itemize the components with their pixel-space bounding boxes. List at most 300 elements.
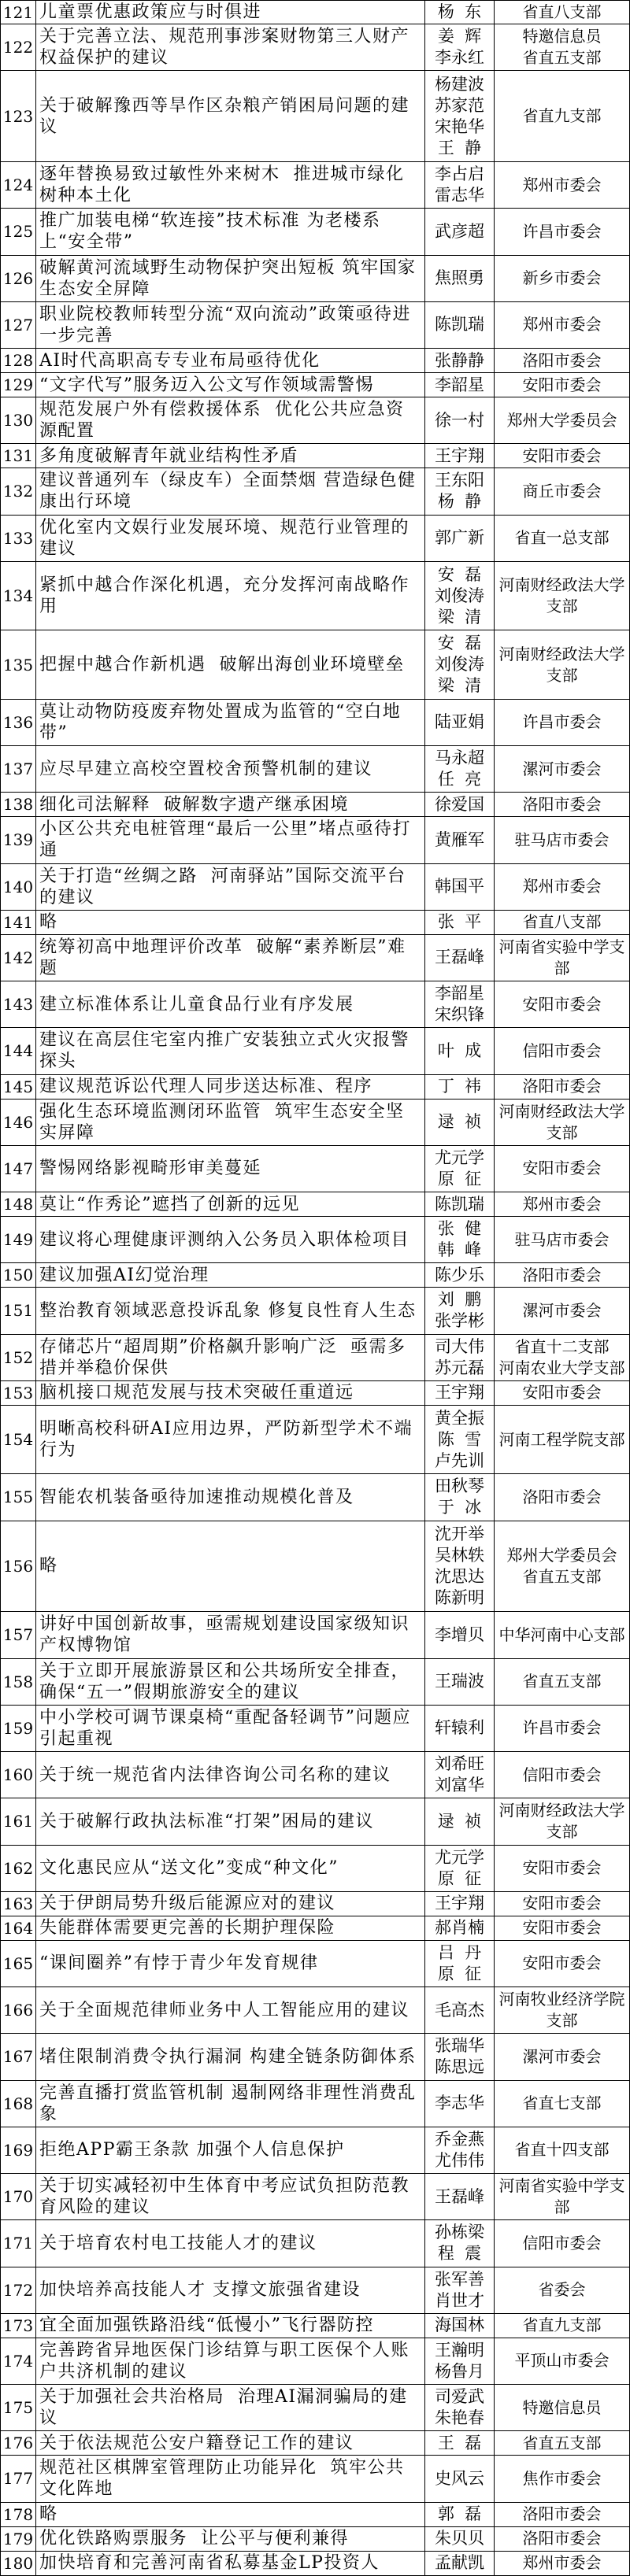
- proposal-title-cell: [36, 2503, 425, 2526]
- proposer-cell: [425, 1192, 495, 1216]
- proposal-title-cell: [36, 1335, 425, 1380]
- unit-cell: [495, 1335, 630, 1380]
- unit-name: 河南牧业经济学院支部: [498, 1990, 625, 2031]
- proposer-cell: [425, 71, 495, 161]
- table-row: [0, 0, 630, 24]
- unit-name: 信阳市委会: [522, 2233, 602, 2253]
- row-number: 165: [0, 1941, 36, 1987]
- proposer-cell: [425, 1335, 495, 1380]
- unit-cell: [495, 1892, 630, 1916]
- proposer-name: 王 静: [437, 138, 482, 157]
- table-row: [0, 2503, 630, 2527]
- proposer-name: 肖世才: [435, 2290, 484, 2310]
- row-number: 156: [0, 1521, 36, 1612]
- proposal-title: 关于统一规范省内法律咨询公司名称的建议: [39, 1765, 391, 1785]
- proposal-title: 紧抓中越合作深化机遇，充分发挥河南战略作用: [39, 575, 410, 616]
- unit-name: 省直八支部: [522, 912, 602, 932]
- table-row: [0, 2267, 630, 2314]
- unit-cell: [495, 2431, 630, 2455]
- unit-name: 许昌市委会: [522, 712, 602, 732]
- unit-cell: [495, 1100, 630, 1145]
- unit-name: 焦作市委会: [522, 2468, 602, 2488]
- proposer-cell: [425, 864, 495, 910]
- proposer-cell: [425, 2220, 495, 2266]
- proposer-cell: [425, 2456, 495, 2501]
- proposer-cell: [425, 562, 495, 630]
- proposer-cell: [425, 302, 495, 348]
- proposal-title-cell: [36, 1892, 425, 1916]
- proposal-title-cell: [36, 209, 425, 254]
- unit-name: 驻马店市委会: [514, 830, 610, 849]
- row-number: 164: [0, 1916, 36, 1940]
- unit-name: 信阳市委会: [522, 1765, 602, 1784]
- unit-name: 河南财经政法大学支部: [498, 1101, 625, 1142]
- unit-name: 安阳市委会: [522, 1894, 602, 1913]
- unit-name: 商丘市委会: [522, 481, 602, 501]
- proposer-name: 尤元学: [435, 1847, 484, 1867]
- proposer-name: 王 磊: [437, 2433, 482, 2452]
- proposal-title: 完善直播打赏监管机制 遏制网络非理性消费乱象: [39, 2083, 417, 2124]
- proposer-name: 原 征: [437, 1964, 482, 1983]
- table-row: [0, 256, 630, 302]
- proposer-cell: [425, 1941, 495, 1987]
- proposer-name: 陈思远: [435, 2057, 484, 2077]
- proposer-name: 陈凯瑞: [435, 315, 484, 334]
- proposer-name: 李永红: [435, 48, 484, 68]
- unit-cell: [495, 2267, 630, 2313]
- unit-name: 驻马店市委会: [514, 1229, 610, 1249]
- proposal-title: 建议普通列车（绿皮车）全面禁烟 营造绿色健康出行环境: [39, 471, 417, 512]
- unit-name: 郑州市委会: [522, 315, 602, 334]
- unit-name: 郑州大学委员会: [506, 410, 617, 430]
- proposal-title: 智能农机装备亟待加速推动规模化普及: [39, 1487, 354, 1507]
- proposer-cell: [425, 981, 495, 1027]
- proposer-cell: [425, 1381, 495, 1405]
- proposal-title: 拒绝APP霸王条款 加强个人信息保护: [39, 2140, 345, 2160]
- proposal-title-cell: [36, 1146, 425, 1192]
- proposal-title: 强化生态环境监测闭环监管 筑牢生态安全坚实屏障: [39, 1101, 405, 1143]
- proposer-name: 逯 祯: [437, 1112, 482, 1132]
- row-number: 131: [0, 444, 36, 468]
- unit-cell: [495, 1846, 630, 1891]
- proposal-title-cell: [36, 24, 425, 70]
- proposer-name: 张瑞华: [435, 2036, 484, 2056]
- table-row: [0, 1192, 630, 1217]
- proposer-cell: [425, 1263, 495, 1287]
- proposal-title-cell: [36, 302, 425, 348]
- unit-cell: [495, 2314, 630, 2338]
- proposal-title-cell: [36, 562, 425, 630]
- proposer-cell: [425, 793, 495, 816]
- unit-name: 省直十四支部: [514, 2140, 610, 2160]
- proposal-title-cell: [36, 373, 425, 397]
- unit-cell: [495, 935, 630, 981]
- proposer-name: 王宇翔: [435, 1894, 484, 1913]
- proposer-name: 杨 东: [437, 2, 482, 21]
- proposer-name: 徐一村: [435, 410, 484, 430]
- table-row: [0, 2034, 630, 2080]
- row-number: 121: [0, 1, 36, 24]
- unit-name: 省直五支部: [522, 1566, 602, 1586]
- proposer-name: 梁 清: [437, 607, 482, 626]
- row-number: 135: [0, 630, 36, 699]
- row-number: 159: [0, 1706, 36, 1751]
- proposer-name: 卢先训: [435, 1451, 484, 1470]
- proposer-cell: [425, 2552, 495, 2575]
- proposal-title-cell: [36, 1521, 425, 1612]
- table-row: [0, 302, 630, 349]
- unit-cell: [495, 256, 630, 301]
- proposer-name: 郭 磊: [437, 2504, 482, 2523]
- proposal-title-cell: [36, 1612, 425, 1658]
- proposal-title-cell: [36, 2431, 425, 2455]
- proposal-title: 建立标准体系让儿童食品行业有序发展: [39, 994, 354, 1015]
- proposer-name: 王东阳: [435, 471, 484, 490]
- unit-name: 郑州市委会: [522, 2553, 602, 2572]
- proposal-title: 莫让动物防疫废弃物处置成为监管的“空白地带”: [39, 701, 402, 743]
- row-number: 155: [0, 1474, 36, 1520]
- unit-cell: [495, 1192, 630, 1216]
- proposal-title: 优化铁路购票服务 让公平与便利兼得: [39, 2529, 349, 2548]
- row-number: 166: [0, 1987, 36, 2033]
- table-row: [0, 1892, 630, 1916]
- proposer-cell: [425, 1028, 495, 1074]
- row-number: 145: [0, 1075, 36, 1099]
- row-number: 139: [0, 817, 36, 863]
- proposer-name: 王宇翔: [435, 1383, 484, 1403]
- proposer-name: 吕 丹: [437, 1942, 482, 1962]
- proposal-title-cell: [36, 2220, 425, 2266]
- unit-name: 安阳市委会: [522, 445, 602, 465]
- proposer-name: 姜 辉: [437, 27, 482, 46]
- unit-name: 洛阳市委会: [522, 1487, 602, 1506]
- proposal-title-cell: [36, 2552, 425, 2575]
- proposal-title: 关于切实减轻初中生体育中考应试负担防范教育风险的建议: [39, 2176, 410, 2218]
- proposer-cell: [425, 1217, 495, 1262]
- proposal-title-cell: [36, 397, 425, 443]
- proposer-cell: [425, 1659, 495, 1705]
- proposer-name: 杨 静: [437, 492, 482, 512]
- table-row: [0, 1846, 630, 1892]
- proposer-name: 陈 雪: [437, 1429, 482, 1449]
- proposer-name: 焦照勇: [435, 268, 484, 288]
- unit-cell: [495, 397, 630, 443]
- proposer-cell: [425, 516, 495, 561]
- proposal-title-cell: [36, 2338, 425, 2384]
- proposal-title-cell: [36, 746, 425, 792]
- proposal-title-cell: [36, 1706, 425, 1751]
- proposal-title-cell: [36, 1192, 425, 1216]
- proposal-title: 关于伊朗局势升级后能源应对的建议: [39, 1894, 336, 1914]
- proposal-title: 略: [39, 1556, 58, 1576]
- unit-cell: [495, 24, 630, 70]
- proposal-title: 建议将心理健康评测纳入公务员入职体检项目: [39, 1229, 410, 1250]
- proposer-cell: [425, 468, 495, 514]
- row-number: 125: [0, 209, 36, 254]
- proposer-cell: [425, 162, 495, 208]
- row-number: 174: [0, 2338, 36, 2384]
- unit-cell: [495, 302, 630, 348]
- proposer-name: 郭广新: [435, 528, 484, 548]
- row-number: 143: [0, 981, 36, 1027]
- unit-name: 省直九支部: [522, 2315, 602, 2335]
- proposal-title-cell: [36, 2127, 425, 2173]
- proposer-name: 苏元磊: [435, 1358, 484, 1377]
- row-number: 137: [0, 746, 36, 792]
- proposal-title-cell: [36, 1752, 425, 1798]
- proposer-name: 雷志华: [435, 186, 484, 205]
- unit-name: 安阳市委会: [522, 375, 602, 394]
- proposal-title-cell: [36, 1846, 425, 1891]
- table-row: [0, 2127, 630, 2174]
- proposer-cell: [425, 256, 495, 301]
- unit-name: 漯河市委会: [522, 759, 602, 778]
- proposer-name: 朱艳春: [435, 2408, 484, 2428]
- proposer-name: 梁 清: [437, 676, 482, 695]
- unit-cell: [495, 1916, 630, 1940]
- proposer-name: 黄全振: [435, 1408, 484, 1428]
- proposal-title: 多角度破解青年就业结构性矛盾: [39, 445, 299, 466]
- proposal-title-cell: [36, 1941, 425, 1987]
- proposer-cell: [425, 700, 495, 745]
- table-row: [0, 1798, 630, 1845]
- table-row: [0, 864, 630, 911]
- proposal-title-cell: [36, 2456, 425, 2501]
- unit-cell: [495, 2527, 630, 2551]
- proposal-title-cell: [36, 2385, 425, 2430]
- proposal-title-cell: [36, 2527, 425, 2551]
- proposal-title-cell: [36, 1381, 425, 1405]
- row-number: 160: [0, 1752, 36, 1798]
- row-number: 158: [0, 1659, 36, 1705]
- table-row: [0, 1100, 630, 1146]
- row-number: 134: [0, 562, 36, 630]
- row-number: 144: [0, 1028, 36, 1074]
- proposer-name: 宋织锋: [435, 1005, 484, 1025]
- proposer-name: 郝肖楠: [435, 1918, 484, 1938]
- proposal-title: 加快培养高技能人才 支撑文旅强省建设: [39, 2280, 361, 2301]
- row-number: 133: [0, 516, 36, 561]
- unit-name: 河南财经政法大学支部: [498, 644, 625, 685]
- table-row: [0, 746, 630, 793]
- unit-name: 洛阳市委会: [522, 794, 602, 814]
- proposal-title: 略: [39, 912, 58, 933]
- row-number: 129: [0, 373, 36, 397]
- proposer-name: 武彦超: [435, 221, 484, 241]
- proposer-cell: [425, 746, 495, 792]
- table-row: [0, 2456, 630, 2502]
- proposal-title: 关于打造“丝绸之路 河南驿站”国际交流平台的建议: [39, 866, 406, 907]
- proposal-title: 小区公共充电桩管理“最后一公里”堵点亟待打通: [39, 819, 411, 861]
- table-row: [0, 1987, 630, 2034]
- unit-cell: [495, 562, 630, 630]
- table-row: [0, 2314, 630, 2338]
- proposal-title-cell: [36, 1028, 425, 1074]
- proposal-title: “课间圈养”有悖于青少年发育规律: [39, 1953, 319, 1974]
- proposer-name: 乔金燕: [435, 2129, 484, 2149]
- unit-cell: [495, 1406, 630, 1474]
- proposal-title: 略: [39, 2504, 58, 2524]
- row-number: 150: [0, 1263, 36, 1287]
- table-row: [0, 1916, 630, 1941]
- unit-name: 河南省实验中学支部: [498, 2176, 625, 2217]
- row-number: 178: [0, 2503, 36, 2526]
- table-row: [0, 516, 630, 562]
- proposal-title-cell: [36, 2314, 425, 2338]
- row-number: 173: [0, 2314, 36, 2338]
- unit-cell: [495, 2127, 630, 2173]
- row-number: 141: [0, 911, 36, 934]
- proposer-name: 张静静: [435, 350, 484, 370]
- unit-name: 许昌市委会: [522, 1718, 602, 1738]
- proposal-title-cell: [36, 444, 425, 468]
- row-number: 142: [0, 935, 36, 981]
- table-row: [0, 2081, 630, 2127]
- proposal-title-cell: [36, 1263, 425, 1287]
- unit-name: 安阳市委会: [522, 1159, 602, 1178]
- row-number: 176: [0, 2431, 36, 2455]
- proposer-cell: [425, 1987, 495, 2033]
- unit-cell: [495, 349, 630, 372]
- proposal-title-cell: [36, 2267, 425, 2313]
- unit-cell: [495, 468, 630, 514]
- unit-cell: [495, 1217, 630, 1262]
- proposal-title: 完善跨省异地医保门诊结算与职工医保个人账户共济机制的建议: [39, 2340, 410, 2382]
- proposer-name: 李韶星: [435, 984, 484, 1003]
- row-number: 168: [0, 2081, 36, 2127]
- proposer-name: 韩国平: [435, 877, 484, 896]
- proposer-name: 丁 祎: [437, 1077, 482, 1096]
- proposer-name: 黄雁军: [435, 830, 484, 849]
- proposal-title: 宜全面加强铁路沿线“低慢小”飞行器防控: [39, 2315, 374, 2336]
- table-row: [0, 1381, 630, 1406]
- proposer-name: 刘富华: [435, 1776, 484, 1795]
- proposal-title: 职业院校教师转型分流“双向流动”政策亟待进一步完善: [39, 304, 411, 346]
- proposer-name: 王瑞波: [435, 1672, 484, 1691]
- row-number: 152: [0, 1335, 36, 1380]
- proposal-title: 建议加强AI幻觉治理: [39, 1265, 209, 1285]
- table-row: [0, 1263, 630, 1288]
- proposal-title: 推广加装电梯“软连接”技术标准 为老楼系上“安全带”: [39, 211, 381, 253]
- proposal-title: 堵住限制消费令执行漏洞 构建全链条防御体系: [39, 2046, 417, 2067]
- proposal-title: 整治教育领域恶意投诉乱象 修复良性育人生态: [39, 1300, 417, 1321]
- proposal-title: 儿童票优惠政策应与时俱进: [39, 2, 262, 22]
- row-number: 170: [0, 2174, 36, 2219]
- row-number: 177: [0, 2456, 36, 2501]
- table-row: [0, 373, 630, 397]
- proposal-title: 莫让“作秀论”遮挡了创新的远见: [39, 1194, 300, 1214]
- proposer-cell: [425, 2431, 495, 2455]
- unit-cell: [495, 1, 630, 24]
- proposal-title-cell: [36, 349, 425, 372]
- proposer-name: 陈凯瑞: [435, 1194, 484, 1214]
- proposer-cell: [425, 1406, 495, 1474]
- proposer-name: 王瀚明: [435, 2340, 484, 2360]
- proposer-cell: [425, 1146, 495, 1192]
- proposal-title-cell: [36, 1474, 425, 1520]
- proposal-title-cell: [36, 911, 425, 934]
- proposer-cell: [425, 1288, 495, 1333]
- proposer-name: 朱贝贝: [435, 2529, 484, 2548]
- proposer-cell: [425, 1846, 495, 1891]
- proposer-cell: [425, 817, 495, 863]
- proposal-title-cell: [36, 1987, 425, 2033]
- unit-cell: [495, 911, 630, 934]
- unit-cell: [495, 1146, 630, 1192]
- proposer-cell: [425, 1612, 495, 1658]
- table-row: [0, 2174, 630, 2220]
- unit-name: 省直七支部: [522, 2094, 602, 2113]
- proposal-title: 文化惠民应从“送文化”变成“种文化”: [39, 1858, 339, 1879]
- proposer-cell: [425, 1798, 495, 1844]
- row-number: 132: [0, 468, 36, 514]
- unit-name: 郑州大学委员会: [506, 1545, 617, 1565]
- unit-cell: [495, 2503, 630, 2526]
- proposer-name: 张 健: [437, 1219, 482, 1239]
- proposal-title: 关于依法规范公安户籍登记工作的建议: [39, 2433, 354, 2453]
- proposer-cell: [425, 2385, 495, 2430]
- proposal-title-cell: [36, 1, 425, 24]
- proposer-name: 沈思达: [435, 1566, 484, 1586]
- proposal-title-cell: [36, 1217, 425, 1262]
- row-number: 151: [0, 1288, 36, 1333]
- proposer-cell: [425, 1916, 495, 1940]
- proposal-title: 脑机接口规范发展与技术突破任重道远: [39, 1383, 354, 1403]
- proposer-name: 陈少乐: [435, 1265, 484, 1284]
- proposal-title: 应尽早建立高校空置校舍预警机制的建议: [39, 759, 373, 779]
- row-number: 149: [0, 1217, 36, 1262]
- row-number: 175: [0, 2385, 36, 2430]
- table-row: [0, 630, 630, 700]
- proposer-name: 王宇翔: [435, 445, 484, 465]
- proposal-title: 破解黄河流域野生动物保护突出短板 筑牢国家生态安全屏障: [39, 257, 417, 299]
- proposal-title: 警惕网络影视畸形审美蔓延: [39, 1159, 262, 1179]
- unit-cell: [495, 700, 630, 745]
- proposer-name: 徐爱国: [435, 794, 484, 814]
- proposer-name: 韩 峰: [437, 1240, 482, 1260]
- unit-name: 郑州市委会: [522, 877, 602, 896]
- unit-name: 漯河市委会: [522, 2046, 602, 2066]
- unit-name: 平顶山市委会: [514, 2351, 610, 2371]
- proposal-title-cell: [36, 981, 425, 1027]
- proposer-cell: [425, 2081, 495, 2127]
- unit-name: 河南省实验中学支部: [498, 937, 625, 978]
- proposer-name: 马永超: [435, 748, 484, 768]
- row-number: 122: [0, 24, 36, 70]
- unit-cell: [495, 1752, 630, 1798]
- proposer-cell: [425, 397, 495, 443]
- proposal-title: 存储芯片“超周期”价格飙升影响广泛 亟需多措并举稳价保供: [39, 1336, 406, 1378]
- proposer-name: 田秋琴: [435, 1476, 484, 1496]
- proposer-cell: [425, 2527, 495, 2551]
- unit-cell: [495, 2034, 630, 2079]
- unit-cell: [495, 516, 630, 561]
- unit-name: 省直九支部: [522, 106, 602, 126]
- unit-name: 许昌市委会: [522, 221, 602, 241]
- proposal-title: 关于加强社会共治格局 治理AI漏洞骗局的建议: [39, 2387, 408, 2429]
- row-number: 171: [0, 2220, 36, 2266]
- unit-cell: [495, 1028, 630, 1074]
- unit-name: 河南财经政法大学支部: [498, 575, 625, 615]
- row-number: 147: [0, 1146, 36, 1192]
- row-number: 169: [0, 2127, 36, 2173]
- table-row: [0, 2527, 630, 2552]
- proposer-name: 尤伟伟: [435, 2150, 484, 2170]
- proposer-name: 史风云: [435, 2468, 484, 2488]
- proposer-name: 张军善: [435, 2269, 484, 2289]
- proposal-title-cell: [36, 1916, 425, 1940]
- proposal-title: 关于全面规范律师业务中人工智能应用的建议: [39, 2000, 410, 2020]
